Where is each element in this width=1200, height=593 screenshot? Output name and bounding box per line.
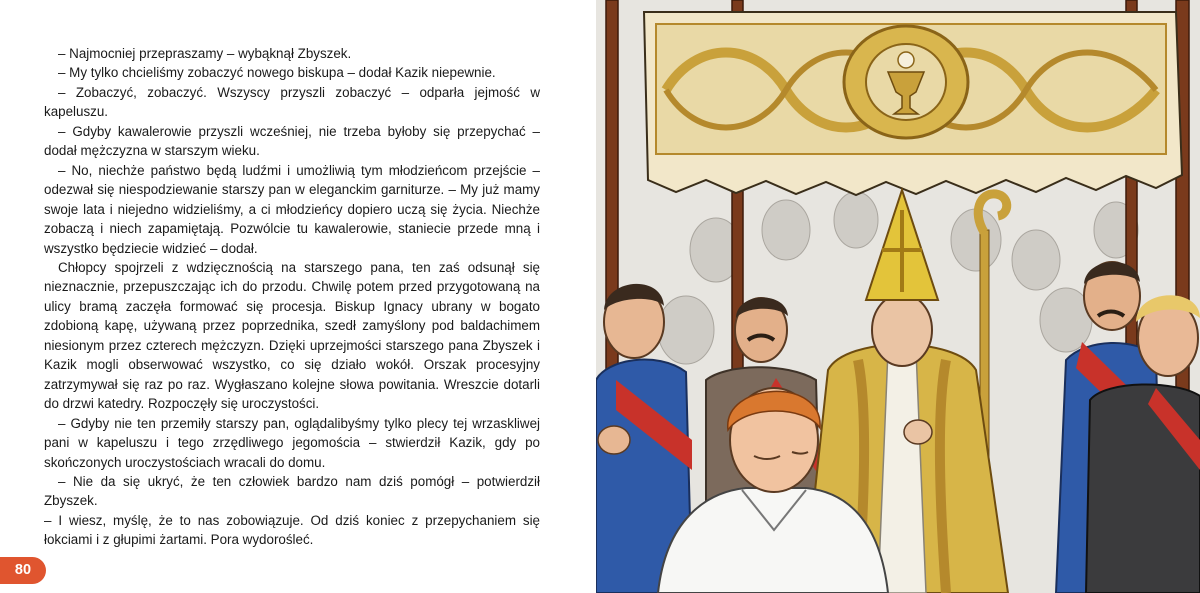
canopy [644,12,1182,195]
story-text [44,44,540,550]
paragraph: – No, niechże państwo będą ludźmi i umożliwią tym młodzieńcom przejście – odezwał się niespodziewanie starszy pan w eleganckim garniturze. – My już mamy swoje lata i niejedno widzieliśmy, a ci młodzieńcy dopiero uczą się życia. Niechże zobaczą i niech zapamiętają. Pozwólcie tu kawalerowie, staniecie przede mną i wszystko będziecie widzieć – dodał. [44,162,540,256]
paragraph: Chłopcy spojrzeli z wdzięcznością na starszego pana, ten zaś odsunął się nieznacznie, przepuszczając ich do przodu. Chwilę potem przed przygotowaną na ulicy bramą zaczęła formować się procesja. Biskup Ignacy ubrany w bogato zdobioną kapę, używaną przez poprzednika, szedł zamyślony pod baldachimem niesionym przez czterech mężczyzn. Dzięki uprzejmości starszego pana Zbyszek i Kazik mogli obserwować wszystko, co się działo wokół. Orszak procesyjny zatrzymywał się raz po raz. Wygłaszano kolejne słowa powitania. Wreszcie dotarli do drzwi katedry. Rozpoczęły się uroczystości. [44,259,540,412]
procession-illustration [596,0,1200,593]
paragraph: – My tylko chcieliśmy zobaczyć nowego biskupa – dodał Kazik niepewnie. [58,65,496,81]
paragraph: – Zobaczyć, zobaczyć. Wszyscy przyszli zobaczyć – odparła jejmość w kapeluszu. [44,84,540,120]
page-number: 80 [0,557,46,584]
paragraph: – I wiesz, myślę, że to nas zobowiązuje. Od dziś koniec z przepychaniem się łokciami i z głupimi żartami. Pora wydorośleć. [44,512,540,548]
text-page [0,0,594,593]
blond-man [1086,295,1200,593]
paragraph: – Gdyby nie ten przemiły starszy pan, oglądalibyśmy tylko plecy tej wrzaskliwej pani w kapeluszu i tego zrzędliwego jegomościa – stwierdził Kazik, gdy po skończonych uroczystościach wracali do domu. [44,415,540,470]
paragraph: – Najmocniej przepraszamy – wybąknął Zbyszek. [58,46,352,61]
paragraph: – Gdyby kawalerowie przyszli wcześniej, nie trzeba byłoby się przepychać – dodał mężczyzna w starszym wieku. [44,123,540,159]
paragraph: – Nie da się ukryć, że ten człowiek bardzo nam dziś pomógł – potwierdził Zbyszek. [44,473,540,509]
